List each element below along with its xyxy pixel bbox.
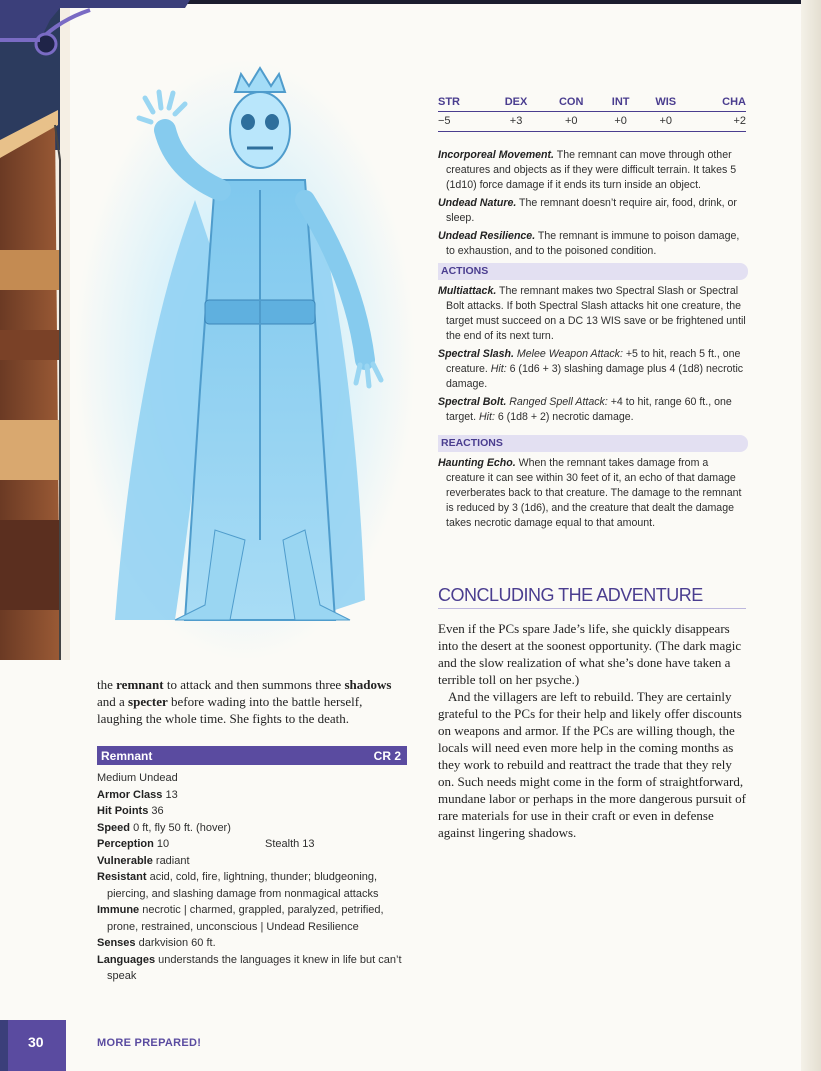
creature-ref: specter xyxy=(128,694,168,709)
ability-value: +0 xyxy=(543,112,600,132)
action-spectral-slash xyxy=(438,347,748,392)
perception xyxy=(97,836,407,853)
ability-header: INT xyxy=(600,96,642,112)
concluding-text xyxy=(438,620,750,841)
left-paragraph xyxy=(97,676,409,727)
statblock-header xyxy=(97,746,407,765)
trait-name: Incorporeal Movement. xyxy=(438,149,554,161)
attack-kind: Ranged Spell Attack: xyxy=(506,396,608,408)
action-text: The remnant makes two Spectral Slash or Spectral Bolt attacks. If both Spectral Slash attacks hit one creature, the target must succeed on a DC 13 WIS save or be frightened until the end of its next turn. xyxy=(446,285,746,342)
reactions-heading: REACTIONS xyxy=(438,435,748,452)
challenge-rating: CR 2 xyxy=(373,748,401,763)
ability-header: CON xyxy=(543,96,600,112)
paragraph: Even if the PCs spare Jade’s life, she quickly disappears into the desert at the soonest opportunity. (The dark magic and the slow realization of what she’s done have taken a terrible toll on her psyche.) xyxy=(438,621,742,687)
stat-label: Languages xyxy=(97,953,156,966)
paper-edge xyxy=(801,0,821,1071)
text-run: and a xyxy=(97,694,129,709)
immune xyxy=(97,902,407,935)
action-spectral-bolt xyxy=(438,395,748,425)
trait-text: The remnant doesn’t require air, food, drink, or sleep. xyxy=(446,197,737,224)
action-name: Spectral Bolt. xyxy=(438,396,507,408)
trait-name: Undead Nature. xyxy=(438,197,517,209)
reaction-text: When the remnant takes damage from a creature it can see within 30 feet of it, an echo of that damage reverberates back to that creature. The damage to the remnant is reduced by 3 (1d6), and the creature that dealt the damage takes necrotic damage equal to that amount. xyxy=(446,457,742,529)
ability-scores-table xyxy=(438,96,746,132)
stat-value: 10 xyxy=(153,838,170,850)
creature-ref: remnant xyxy=(116,677,164,692)
stat-value: acid, cold, fire, lightning, thunder; bludgeoning, piercing, and slashing damage from nonmagical attacks xyxy=(107,871,379,900)
ability-header: CHA xyxy=(690,96,746,112)
remnant-ghost-illustration xyxy=(55,60,415,660)
stat-value: darkvision 60 ft. xyxy=(135,937,216,949)
page-number: 30 xyxy=(28,1034,44,1050)
stat-label: Vulnerable xyxy=(97,854,153,867)
stat-label: Hit Points xyxy=(97,805,149,817)
ability-value: +2 xyxy=(690,112,746,132)
action-multiattack xyxy=(438,284,748,344)
action-name: Multiattack. xyxy=(438,285,497,297)
action-text: +5 to hit, reach 5 ft., one creature. xyxy=(446,348,741,375)
hit-label: Hit: xyxy=(487,363,507,375)
paragraph xyxy=(97,676,409,727)
ability-header: WIS xyxy=(641,96,690,112)
armor-class xyxy=(97,787,407,804)
stat-value: understands the languages it knew in life but can’t speak xyxy=(107,953,402,982)
trait-text: The remnant is immune to poison damage, to exhaustion, and to the poisoned condition. xyxy=(446,230,740,257)
speed xyxy=(97,820,407,837)
stat-label: Immune xyxy=(97,904,140,916)
reaction-name: Haunting Echo. xyxy=(438,457,516,469)
stat-value: 13 xyxy=(162,788,178,801)
text-run: before wading into the battle herself, laughing the whole time. She fights to the death. xyxy=(97,694,363,726)
stat-label: Resistant xyxy=(97,871,147,883)
ability-value: +0 xyxy=(600,112,642,132)
ability-header: STR xyxy=(438,96,490,112)
trait-name: Undead Resilience. xyxy=(438,230,536,242)
running-footer: MORE PREPARED! xyxy=(97,1037,202,1049)
trait-incorporeal-movement xyxy=(438,148,748,193)
ability-header-row xyxy=(438,96,746,112)
trait-undead-resilience xyxy=(438,229,748,259)
stat-label: Senses xyxy=(97,937,136,949)
hit-points xyxy=(97,803,407,820)
senses xyxy=(97,935,407,952)
stat-value: necrotic | charmed, grappled, paralyzed, petrified, prone, restrained, unconscious | Undead Resilience xyxy=(107,904,384,933)
action-name: Spectral Slash. xyxy=(438,348,514,360)
stat-value: 36 xyxy=(148,805,164,817)
statblock-body xyxy=(97,770,407,985)
reaction-haunting-echo xyxy=(438,456,746,531)
trait-undead-nature xyxy=(438,196,748,226)
vulnerable xyxy=(97,853,407,870)
stat-label: Perception xyxy=(97,838,154,850)
ability-header: DEX xyxy=(490,96,543,112)
attack-kind: Melee Weapon Attack: xyxy=(513,348,623,360)
stat-label: Speed xyxy=(97,821,131,834)
creature-ref: shadows xyxy=(344,677,392,692)
creature-name: Remnant xyxy=(101,748,153,763)
paragraph: And the villagers are left to rebuild. They are certainly grateful to the PCs for their help and likely offer discounts on weapons and armor. If the PCs are willing though, the locals will need even more help in the coming months as they work to rebuild and reattract the trade that they rely on. Such needs might come in the form of straightforward, mundane labor or perhaps in the more dangerous pursuit of rare materials for use in their craft or even in defense against lingering shadows. xyxy=(438,689,746,840)
languages xyxy=(97,952,407,985)
ability-value-row xyxy=(438,112,746,132)
creature-type: Medium Undead xyxy=(97,772,178,784)
hit-label: Hit: xyxy=(476,411,495,423)
actions-heading: ACTIONS xyxy=(438,263,748,280)
section-heading: CONCLUDING THE ADVENTURE xyxy=(438,585,746,609)
ability-value: −5 xyxy=(438,112,490,132)
stat-value: radiant xyxy=(152,854,190,867)
stat-label: Armor Class xyxy=(97,788,163,801)
resistant xyxy=(97,869,407,902)
ability-value: +3 xyxy=(490,112,543,132)
trait-text: The remnant can move through other creatures and objects as if they were difficult terrain. It takes 5 (1d10) force damage if it ends its turn inside an object. xyxy=(446,149,737,191)
action-text: 6 (1d6 + 3) slashing damage plus 4 (1d8) necrotic damage. xyxy=(446,363,744,390)
action-text: +4 to hit, range 60 ft., one target. xyxy=(446,396,732,423)
stat-value: 0 ft, fly 50 ft. (hover) xyxy=(130,821,231,834)
ability-value: +0 xyxy=(641,112,690,132)
statblock-traits-column xyxy=(438,148,748,534)
stealth: Stealth 13 xyxy=(265,838,315,850)
action-text: 6 (1d8 + 2) necrotic damage. xyxy=(494,411,634,423)
text-run: to attack and then summons three xyxy=(163,677,345,692)
text-run: the xyxy=(97,677,117,692)
